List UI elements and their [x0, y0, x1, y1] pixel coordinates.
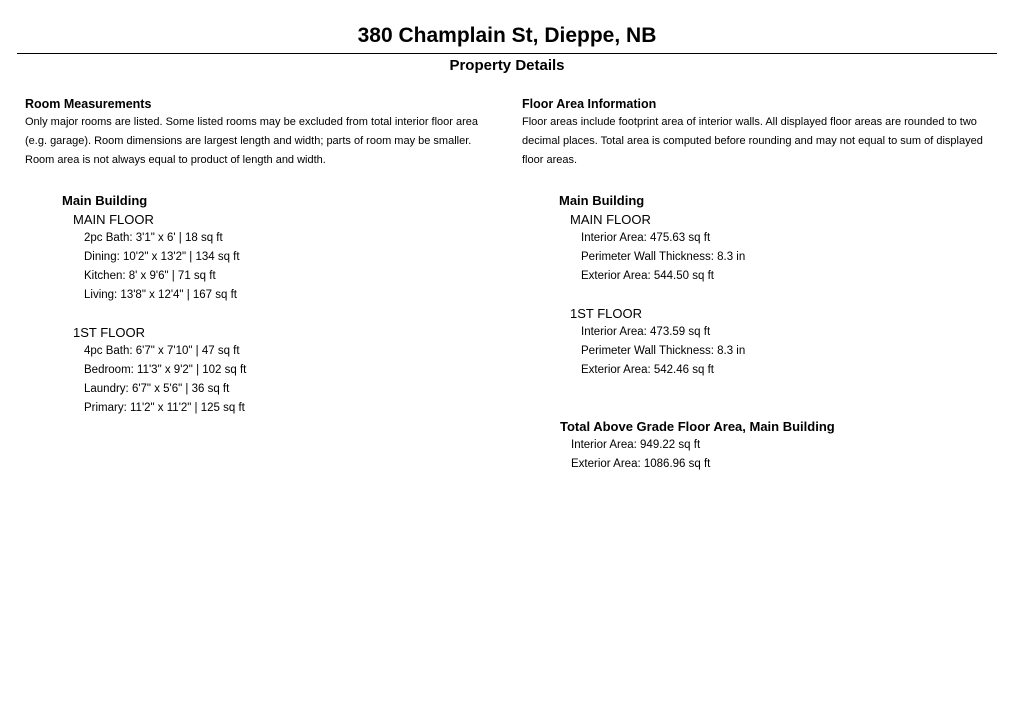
area-entry: Interior Area: 473.59 sq ft: [581, 326, 711, 338]
floor-first-rooms: [73, 323, 505, 418]
floor-area-heading: Floor Area Information: [522, 97, 657, 111]
note-line: Room area is not always equal to product of length and width.: [25, 154, 326, 166]
title-divider: [17, 53, 997, 54]
area-entry: Exterior Area: 544.50 sq ft: [581, 270, 714, 282]
floor-name: 1ST FLOOR: [73, 325, 146, 340]
floor-first-area: [570, 304, 1002, 380]
total-area-entry: Exterior Area: 1086.96 sq ft: [571, 458, 711, 470]
floor-name: MAIN FLOOR: [73, 212, 154, 227]
page-title: 380 Champlain St, Dieppe, NB: [357, 24, 657, 47]
room-measurements-note: [25, 113, 503, 170]
note-line: Floor areas include footprint area of interior walls. All displayed floor areas are rounded to two: [522, 116, 977, 128]
room-entry: Bedroom: 11'3" x 9'2" | 102 sq ft: [84, 364, 247, 376]
note-line: Only major rooms are listed. Some listed rooms may be excluded from total interior floor area: [25, 116, 479, 128]
page-subtitle: Property Details: [449, 57, 565, 74]
room-measurements-heading: Room Measurements: [25, 97, 152, 111]
room-measurements-section: [25, 96, 505, 418]
room-entry: 2pc Bath: 3'1" x 6' | 18 sq ft: [84, 232, 223, 244]
room-entry: Living: 13'8" x 12'4" | 167 sq ft: [84, 289, 237, 301]
floor-area-section: [522, 96, 1002, 474]
area-entry: Interior Area: 475.63 sq ft: [581, 232, 711, 244]
area-entry: Perimeter Wall Thickness: 8.3 in: [581, 251, 746, 263]
building-name: Main Building: [559, 193, 645, 208]
area-entry: Perimeter Wall Thickness: 8.3 in: [581, 345, 746, 357]
area-entry: Exterior Area: 542.46 sq ft: [581, 364, 714, 376]
room-entry: 4pc Bath: 6'7" x 7'10" | 47 sq ft: [84, 345, 240, 357]
building-name: Main Building: [62, 193, 148, 208]
note-line: floor areas.: [522, 154, 578, 166]
floor-main-area: [570, 210, 1002, 286]
total-area-block: [560, 417, 1002, 474]
note-line: decimal places. Total area is computed before rounding and may not equal to sum of displayed: [522, 135, 983, 147]
total-area-heading: Total Above Grade Floor Area, Main Building: [560, 419, 835, 434]
floor-name: 1ST FLOOR: [570, 306, 643, 321]
floor-area-note: [522, 113, 1000, 170]
room-entry: Primary: 11'2" x 11'2" | 125 sq ft: [84, 402, 245, 414]
room-building-block: [62, 191, 505, 418]
floor-name: MAIN FLOOR: [570, 212, 651, 227]
room-entry: Kitchen: 8' x 9'6" | 71 sq ft: [84, 270, 216, 282]
room-entry: Dining: 10'2" x 13'2" | 134 sq ft: [84, 251, 240, 263]
note-line: (e.g. garage). Room dimensions are largest length and width; parts of room may be smaller.: [25, 135, 472, 147]
room-entry: Laundry: 6'7" x 5'6" | 36 sq ft: [84, 383, 230, 395]
total-area-entry: Interior Area: 949.22 sq ft: [571, 439, 701, 451]
floor-main-rooms: [73, 210, 505, 305]
area-building-block: [559, 191, 1002, 380]
